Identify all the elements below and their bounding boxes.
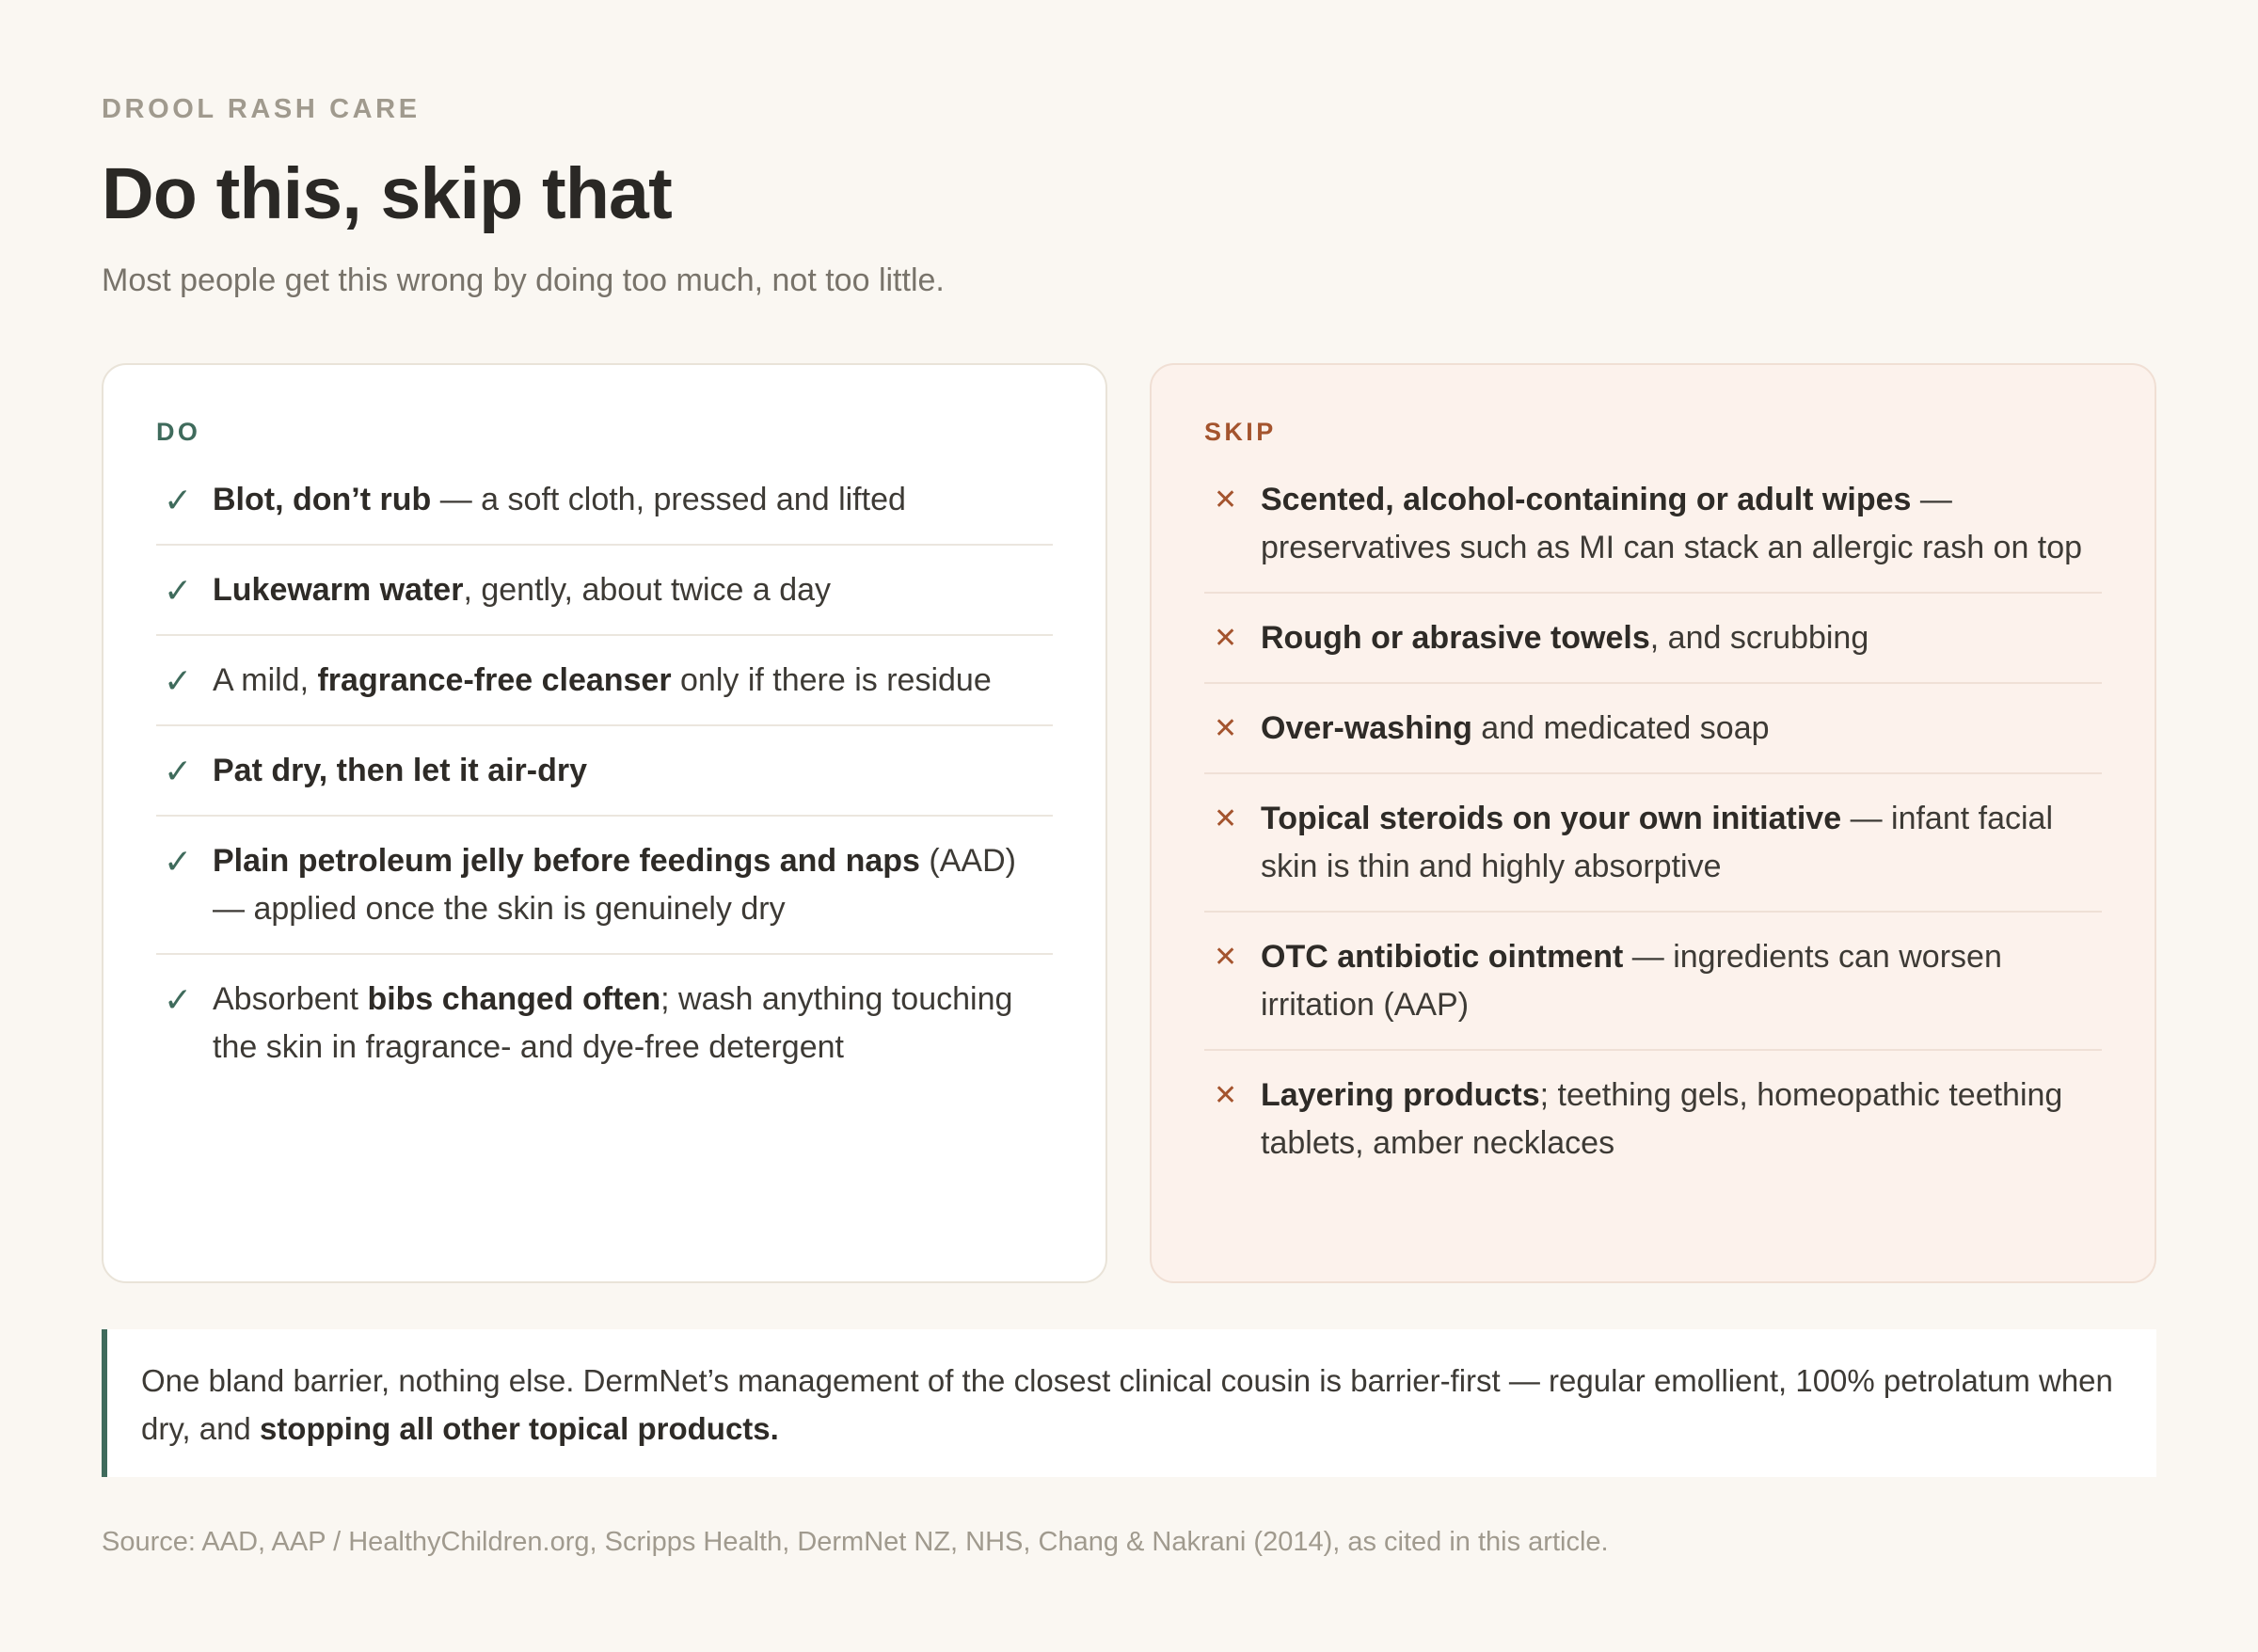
skip-item [1204, 1072, 2102, 1168]
do-item [156, 566, 1053, 636]
item-emphasis: Rough or abrasive towels [1261, 620, 1650, 656]
do-heading: DO [156, 418, 201, 446]
item-text: (AAD) — applied once the skin is genuinely dry [213, 843, 1016, 927]
do-item [156, 837, 1053, 955]
cross-icon: ✕ [1214, 623, 1238, 654]
do-card [102, 363, 1107, 1283]
callout-note [102, 1329, 2156, 1477]
skip-item [1204, 476, 2102, 594]
item-text: and medicated soap [1471, 710, 1770, 746]
item-emphasis: Layering products [1261, 1077, 1540, 1113]
cross-icon: ✕ [1214, 484, 1238, 516]
skip-list [1204, 476, 2102, 1168]
item-emphasis: Blot, don’t rub [213, 482, 432, 517]
check-icon: ✓ [164, 842, 193, 881]
skip-item [1204, 614, 2102, 684]
item-text: Absorbent [213, 981, 368, 1017]
item-emphasis: bibs changed often [367, 981, 661, 1017]
item-text: ; wash anything touching the skin in fragrance- and dye-free detergent [213, 981, 1013, 1065]
item-emphasis: Topical steroids on your own initiative [1261, 801, 1842, 836]
do-item [156, 657, 1053, 726]
item-emphasis: Lukewarm water [213, 572, 464, 608]
check-icon: ✓ [164, 752, 193, 790]
item-emphasis: Plain petroleum jelly before feedings and naps [213, 843, 920, 879]
skip-item [1204, 705, 2102, 774]
item-emphasis: Scented, alcohol-containing or adult wipes [1261, 482, 1912, 517]
item-text: ; teething gels, homeopathic teething tablets, amber necklaces [1261, 1077, 2063, 1161]
item-text: only if there is residue [671, 662, 992, 698]
do-list [156, 476, 1053, 1072]
source-citation: Source: AAD, AAP / HealthyChildren.org, Scripps Health, DermNet NZ, NHS, Chang & Nakrani (2014), as cited in this article. [102, 1527, 1609, 1557]
cross-icon: ✕ [1214, 942, 1238, 973]
item-emphasis: Over-washing [1261, 710, 1472, 746]
do-item [156, 747, 1053, 817]
check-icon: ✓ [164, 980, 193, 1019]
skip-item [1204, 933, 2102, 1051]
item-text: — infant facial skin is thin and highly absorptive [1261, 801, 2054, 884]
check-icon: ✓ [164, 661, 193, 700]
item-text: A mild, [213, 662, 318, 698]
item-emphasis: OTC antibiotic ointment [1261, 939, 1624, 975]
item-text: , and scrubbing [1649, 620, 1869, 656]
item-text: , gently, about twice a day [463, 572, 832, 608]
cross-icon: ✕ [1214, 803, 1238, 834]
cross-icon: ✕ [1214, 1080, 1238, 1111]
do-item [156, 976, 1053, 1072]
do-item [156, 476, 1053, 546]
skip-card [1150, 363, 2156, 1283]
check-icon: ✓ [164, 571, 193, 610]
callout-note-text: One bland barrier, nothing else. DermNet’s management of the closest clinical cousin is barrier-first — regular emollient, 100% petrolatum when dry, and [141, 1363, 2113, 1446]
page-subtitle: Most people get this wrong by doing too much, not too little. [102, 262, 945, 298]
page-title: Do this, skip that [102, 153, 672, 234]
skip-item [1204, 795, 2102, 913]
eyebrow-label: DROOL RASH CARE [102, 94, 421, 124]
item-emphasis: Pat dry, then let it air-dry [213, 753, 588, 788]
item-text: — ingredients can worsen irritation (AAP) [1261, 939, 2002, 1023]
skip-heading: SKIP [1204, 418, 1277, 446]
item-text: — preservatives such as MI can stack an allergic rash on top [1261, 482, 2083, 565]
cross-icon: ✕ [1214, 713, 1238, 744]
check-icon: ✓ [164, 481, 193, 519]
item-emphasis: fragrance-free cleanser [317, 662, 672, 698]
callout-note-emphasis: stopping all other topical products. [259, 1411, 779, 1446]
item-text: — a soft cloth, pressed and lifted [431, 482, 906, 517]
